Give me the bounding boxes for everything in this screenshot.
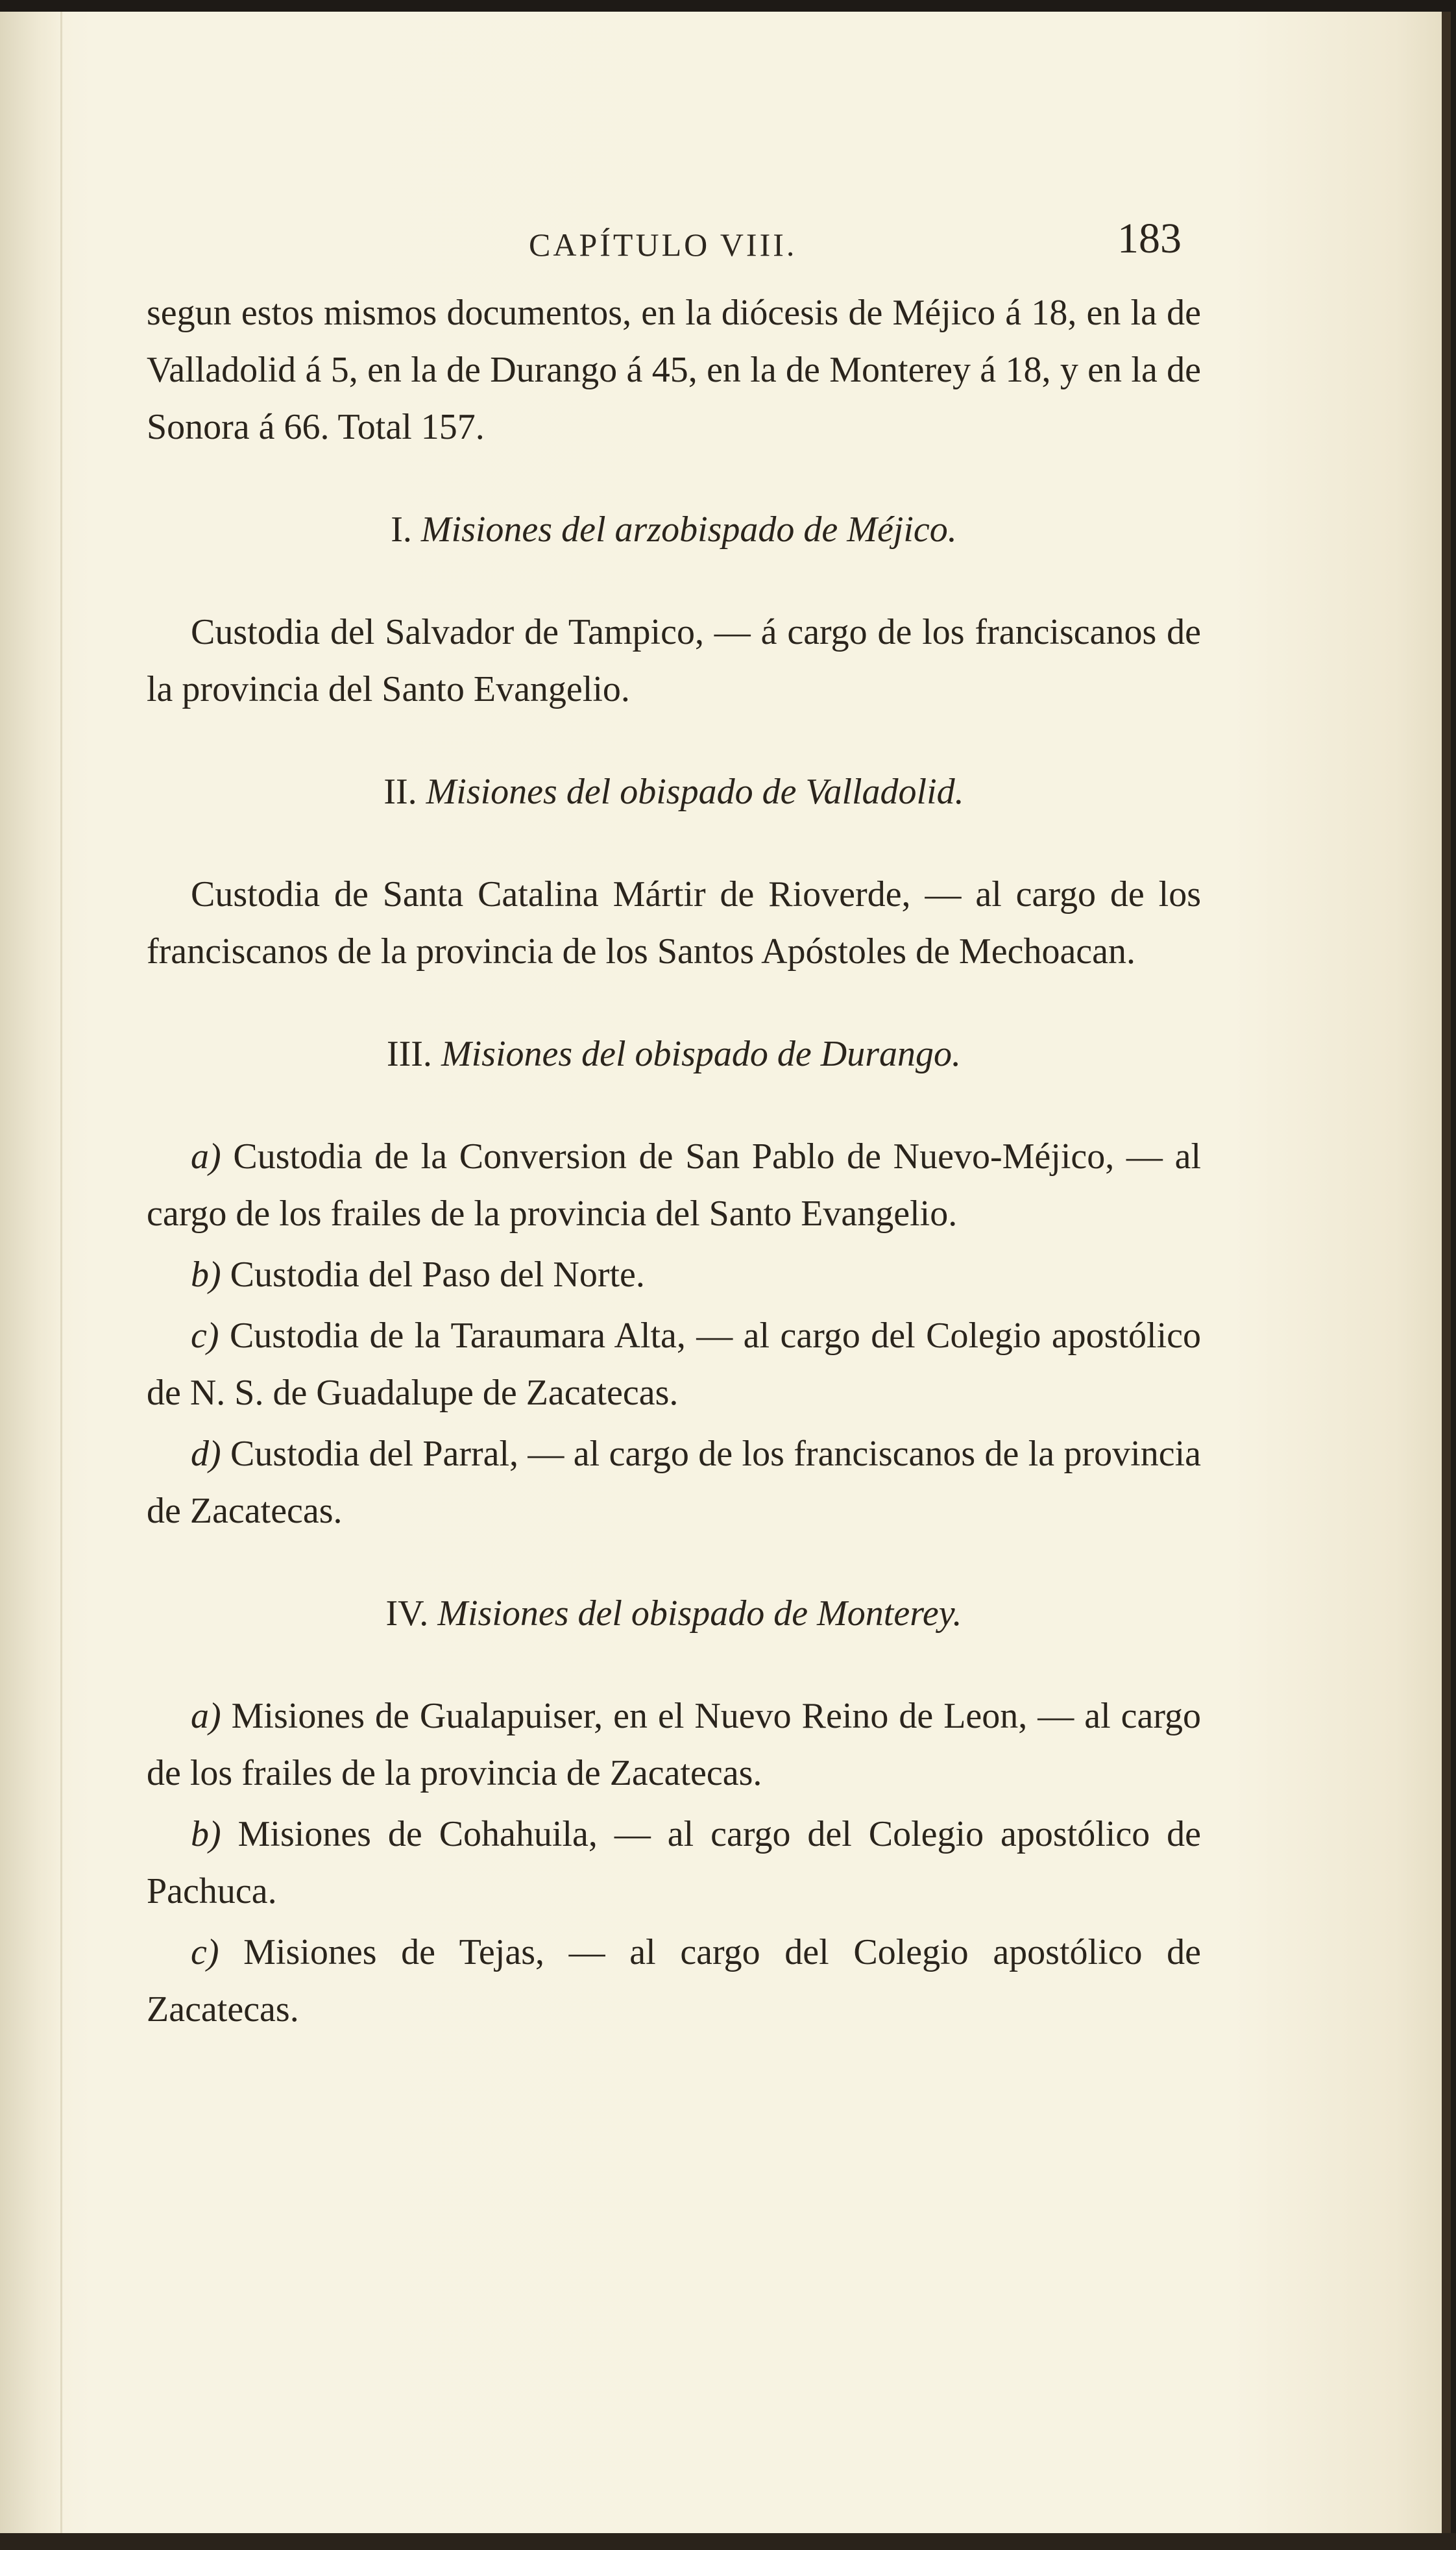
- section-title: Misiones del obispado de Durango.: [441, 1034, 961, 1074]
- list-item: [147, 1246, 1201, 1303]
- item-text: Custodia de la Conversion de San Pablo de Nuevo-Méjico, — al cargo de los frailes de la provincia del Santo Evangelio.: [147, 1136, 1202, 1234]
- item-text: Misiones de Gualapuiser, en el Nuevo Reino de Leon, — al cargo de los frailes de la provincia de Zacatecas.: [147, 1696, 1201, 1793]
- running-head: CAPÍTULO VIII.: [529, 227, 797, 263]
- section-title: Misiones del arzobispado de Méjico.: [420, 509, 957, 550]
- section-number: III.: [386, 1034, 432, 1074]
- list-item: [147, 1128, 1201, 1242]
- section-title: Misiones del obispado de Monterey.: [437, 1593, 962, 1634]
- section-2-item: Custodia de Santa Catalina Mártir de Rioverde, — al cargo de los franciscanos de la provincia de los Santos Apóstoles de Mechoacan.: [147, 874, 1201, 972]
- item-text: Misiones de Tejas, — al cargo del Colegio apostólico de Zacatecas.: [147, 1932, 1201, 2029]
- section-number: II.: [383, 772, 417, 812]
- list-item: [147, 1924, 1201, 2038]
- list-item: [147, 1425, 1201, 1539]
- section-1-item: Custodia del Salvador de Tampico, — á cargo de los franciscanos de la provincia del Santo Evangelio.: [147, 612, 1201, 709]
- body-text: [147, 284, 1201, 2038]
- item-text: Custodia del Paso del Norte.: [230, 1255, 645, 1295]
- section-number: IV.: [385, 1593, 429, 1634]
- section-heading-2: [147, 763, 1201, 820]
- list-item: [147, 1687, 1201, 1802]
- item-label: a): [191, 1696, 221, 1736]
- item-label: b): [191, 1255, 221, 1295]
- list-item: [147, 1806, 1201, 1920]
- item-text: Custodia de la Taraumara Alta, — al cargo del Colegio apostólico de N. S. de Guadalupe de Zacatecas.: [147, 1316, 1202, 1413]
- item-text: Misiones de Cohahuila, — al cargo del Colegio apostólico de Pachuca.: [147, 1814, 1202, 1911]
- bottom-shadow: [0, 2533, 1456, 2550]
- book-edge: [1442, 12, 1451, 2538]
- section-heading-1: [147, 501, 1201, 558]
- section-heading-4: [147, 1585, 1201, 1642]
- page-number: 183: [1117, 215, 1182, 262]
- page-fold: [60, 12, 62, 2538]
- item-label: a): [191, 1136, 221, 1177]
- section-title: Misiones del obispado de Valladolid.: [426, 772, 964, 812]
- item-label: b): [191, 1814, 221, 1854]
- section-heading-3: [147, 1025, 1201, 1083]
- item-text: Custodia del Parral, — al cargo de los franciscanos de la provincia de Zacatecas.: [147, 1434, 1202, 1531]
- book-page: [0, 12, 1451, 2538]
- section-number: I.: [391, 509, 412, 550]
- item-label: c): [191, 1932, 219, 1972]
- page-header: [0, 206, 1451, 284]
- page-gutter: [0, 12, 62, 2538]
- item-label: c): [191, 1316, 219, 1356]
- item-label: d): [191, 1434, 221, 1474]
- list-item: [147, 1307, 1201, 1421]
- intro-paragraph: segun estos mismos documentos, en la diócesis de Méjico á 18, en la de Valladolid á 5, en la de Durango á 45, en la de Monterey á 18, y en la de Sonora á 66. Total 157.: [147, 293, 1201, 447]
